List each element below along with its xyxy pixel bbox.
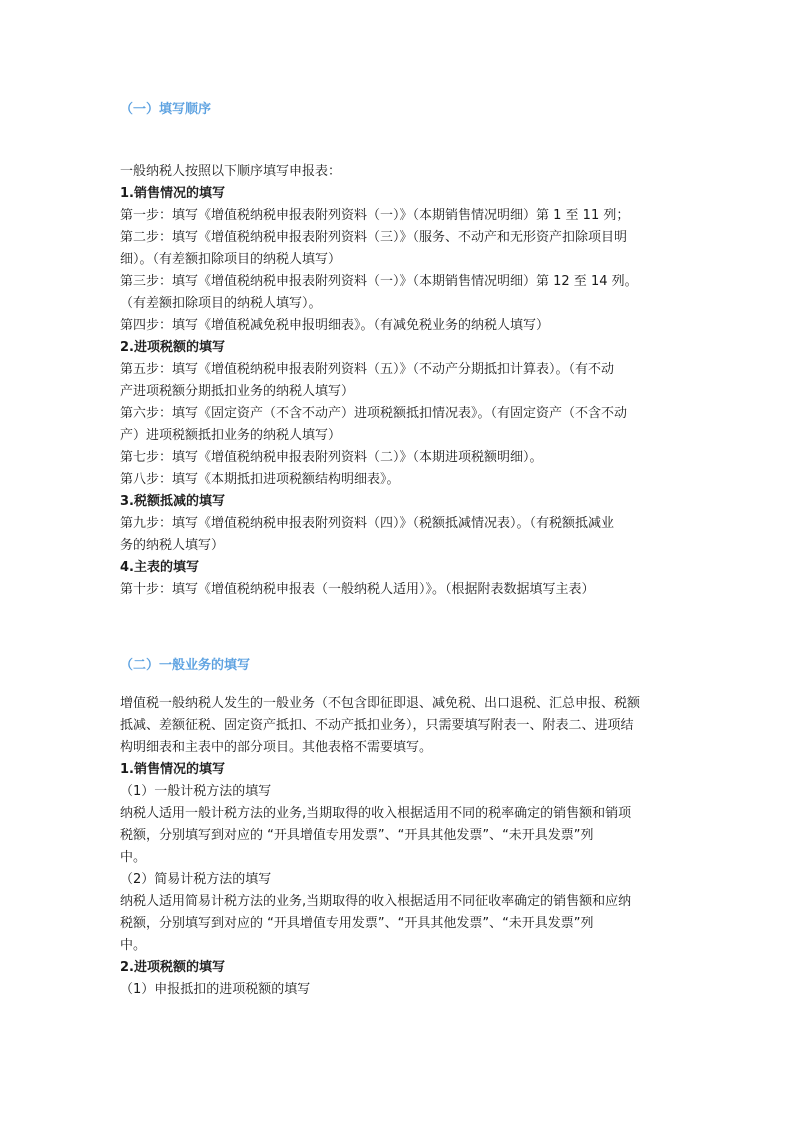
- step-8: 第八步：填写《本期抵扣进项税额结构明细表》。: [120, 472, 400, 487]
- step-2-line-1: 第二步：填写《增值税纳税申报表附列资料（三）》（服务、不动产和无形资产扣除项目明: [120, 230, 628, 245]
- step-3-line-2: （有差额扣除项目的纳税人填写）。: [120, 296, 322, 311]
- step-1: 第一步：填写《增值税纳税申报表附列资料（一）》（本期销售情况明细）第 1 至 11 列；: [120, 208, 630, 223]
- simple-method-line-1: 纳税人适用简易计税方法的业务,当期取得的收入根据适用不同征收率确定的销售额和应纳: [120, 894, 632, 909]
- general-paragraph-line-1: 增值税一般纳税人发生的一般业务（不包含即征即退、减免税、出口退税、汇总申报、税额: [120, 696, 641, 711]
- intro-line: 一般纳税人按照以下顺序填写申报表：: [120, 164, 342, 179]
- heading-input-tax: 2.进项税额的填写: [120, 340, 225, 355]
- simple-method-line-2: 税额，分别填写到对应的 “开具增值专用发票”、“开具其他发票”、“未开具发票”列: [120, 916, 594, 931]
- step-10: 第十步：填写《增值税纳税申报表（一般纳税人适用）》。（根据附表数据填写主表）: [120, 582, 595, 597]
- subheading-simple-method: （2）简易计税方法的填写: [120, 872, 272, 887]
- step-5-line-1: 第五步：填写《增值税纳税申报表附列资料（五）》（不动产分期抵扣计算表）。（有不动: [120, 362, 615, 377]
- heading-sales-2: 1.销售情况的填写: [120, 762, 225, 777]
- general-method-line-3: 中。: [120, 850, 147, 865]
- subheading-general-method: （1）一般计税方法的填写: [120, 784, 272, 799]
- step-6-line-2: 产）进项税额抵扣业务的纳税人填写）: [120, 428, 342, 443]
- heading-main-form: 4.主表的填写: [120, 560, 199, 575]
- heading-tax-offset: 3.税额抵减的填写: [120, 494, 225, 509]
- step-5-line-2: 产进项税额分期抵扣业务的纳税人填写）: [120, 384, 355, 399]
- heading-input-tax-2: 2.进项税额的填写: [120, 960, 225, 975]
- general-paragraph-line-2: 抵减、差额征税、固定资产抵扣、不动产抵扣业务），只需要填写附表一、附表二、进项结: [120, 718, 634, 733]
- heading-sales: 1.销售情况的填写: [120, 186, 225, 201]
- subheading-declared-input-tax: （1）申报抵扣的进项税额的填写: [120, 982, 311, 997]
- general-paragraph-line-3: 构明细表和主表中的部分项目。其他表格不需要填写。: [120, 740, 433, 755]
- general-method-line-1: 纳税人适用一般计税方法的业务,当期取得的收入根据适用不同的税率确定的销售额和销项: [120, 806, 632, 821]
- step-2-line-2: 细）。（有差额扣除项目的纳税人填写）: [120, 252, 342, 267]
- section-2-body: [120, 693, 676, 1001]
- section-1-body: [120, 161, 676, 601]
- general-method-line-2: 税额，分别填写到对应的 “开具增值专用发票”、“开具其他发票”、“未开具发票”列: [120, 828, 594, 843]
- simple-method-line-3: 中。: [120, 938, 147, 953]
- step-9-line-2: 务的纳税人填写）: [120, 538, 225, 553]
- step-6-line-1: 第六步：填写《固定资产（不含不动产）进项税额抵扣情况表》。（有固定资产（不含不动: [120, 406, 628, 421]
- step-3-line-1: 第三步：填写《增值税纳税申报表附列资料（一）》（本期销售情况明细）第 12 至 14 列。: [120, 274, 638, 289]
- section-2-title: （二）一般业务的填写: [120, 658, 251, 673]
- section-1-title: （一）填写顺序: [120, 102, 212, 117]
- step-7: 第七步：填写《增值税纳税申报表附列资料（二）》（本期进项税额明细）。: [120, 450, 543, 465]
- step-9-line-1: 第九步：填写《增值税纳税申报表附列资料（四）》（税额抵减情况表）。（有税额抵减业: [120, 516, 615, 531]
- step-4: 第四步：填写《增值税减免税申报明细表》。（有减免税业务的纳税人填写）: [120, 318, 550, 333]
